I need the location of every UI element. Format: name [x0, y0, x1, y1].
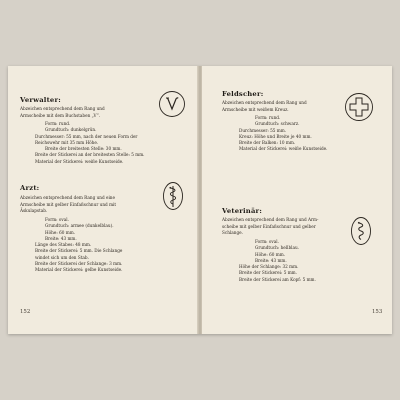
spec-list-verwalter: Form: rund. Grundtuch: dunkelgrün. Durchmesser: 55 mm, nach der neuen Form der Reichswehr mit 35 mm Höhe. Breite der breitesten Stelle: 30 mm. Breite der Stickerei an der breitesten Stelle: 5 mm. Material der Stickerei: weiße Kunstseide.: [35, 121, 145, 164]
aesculapian-staff-emblem-icon: [162, 181, 184, 211]
section-intro-veterinaer: Abzeichen entsprechend dem Rang und Arm- scheibe mit gelber Einfaßschnur und gelber Schlange.: [222, 217, 319, 236]
section-heading-veterinaer: Veterinär:: [222, 207, 263, 215]
left-page: [8, 66, 198, 334]
page-number-right: 153: [372, 309, 383, 315]
serpent-emblem-icon: [350, 216, 372, 246]
book-spread: [8, 66, 392, 334]
section-heading-arzt: Arzt:: [20, 184, 40, 192]
spec-list-veterinaer: Form: oval. Grundtuch: hellblau. Höhe: 60 mm. Breite: 43 mm. Höhe der Schlange: 32 mm. Breite der Stickerei: 5 mm. Breite der Stickerei am Kopf: 5 mm.: [239, 239, 316, 282]
section-heading-verwalter: Verwalter:: [20, 96, 61, 104]
spec-list-feldscher: Form: rund. Grundtuch: schwarz. Durchmesser: 55 mm. Kreuz: Höhe und Breite je 40 mm. Breite der Balken: 10 mm. Material der Stickerei: weiße Kunstseide.: [239, 115, 328, 152]
letter-v-emblem-icon: [158, 90, 186, 118]
cross-emblem-icon: [344, 92, 374, 122]
section-intro-verwalter: Abzeichen entsprechend dem Rang und Armscheibe mit dem Buchstaben „V“.: [20, 106, 105, 118]
section-heading-feldscher: Feldscher:: [222, 90, 264, 98]
page-number-left: 152: [20, 309, 31, 315]
section-intro-feldscher: Abzeichen entsprechend dem Rang und Armscheibe mit weißem Kreuz.: [222, 100, 307, 112]
spec-list-arzt: Form: oval. Grundtuch: armee (dunkelblau). Höhe: 60 mm. Breite: 43 mm. Länge des Stabes: 48 mm. Breite der Stickerei: 5 mm. Die Schlange windet sich um den Stab. Breite der Stickerei der Schlange: 3 mm. Material der Stickerei: gelbe Kunstseide.: [35, 217, 123, 272]
section-intro-arzt: Abzeichen entsprechend dem Rang und eine Armscheibe mit gelber Einfaßschnur und mit Äskulapstab.: [20, 195, 117, 214]
right-page: [202, 66, 392, 334]
